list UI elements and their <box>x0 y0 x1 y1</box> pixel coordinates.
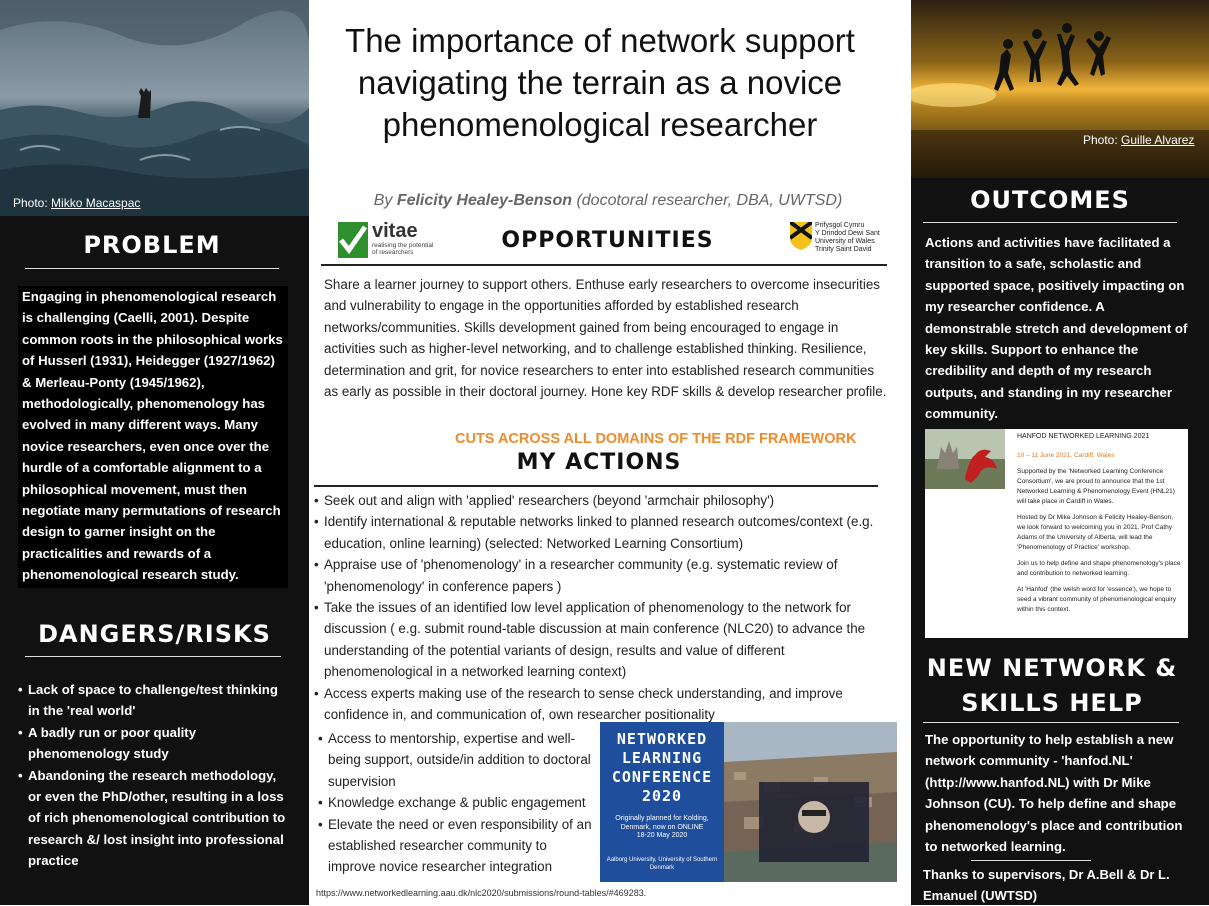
byline-prefix: By <box>373 192 393 209</box>
nlc2020-banner <box>600 722 897 882</box>
photo-credit-link[interactable]: Mikko Macaspac <box>51 196 141 210</box>
divider <box>25 268 279 269</box>
actions-list-2 <box>318 728 598 878</box>
hanfod-title: HANFOD NETWORKED LEARNING 2021 <box>1017 433 1150 440</box>
action-item: • Take the issues of an identified low level application of phenomenology to the network for discussion ( e.g. submit round-table discussion at main conference (NLC20) to advance the understanding of the potential variants of design, results and value of different phenomenological in a networked learning context) <box>314 597 892 683</box>
photo-credit-prefix: Photo: <box>1083 133 1118 147</box>
network-heading <box>911 651 1193 721</box>
action-item: • Appraise use of 'phenomenology' in a researcher community (e.g. systematic review of 'phenomenology' in conference papers ) <box>314 554 892 597</box>
action-item: • Elevate the need or even responsibility of an established researcher community to improve novice researcher integration <box>318 814 598 878</box>
outcomes-heading: OUTCOMES <box>970 186 1130 214</box>
left-photo-credit <box>13 196 140 210</box>
divider <box>923 722 1179 723</box>
hanfod-flyer <box>925 429 1188 638</box>
action-item: • Access to mentorship, expertise and well-being support, outside/in addition to doctoral supervision <box>318 728 598 792</box>
uwtsd-logo <box>790 218 885 260</box>
nlc-dates: 18-20 May 2020 <box>636 832 688 839</box>
hanfod-text <box>1017 432 1183 615</box>
byline-detail: (docotoral researcher, DBA, UWTSD) <box>576 192 843 209</box>
hanfod-p3: Join us to help define and shape phenomenology's place and contribution to networked learning. <box>1017 560 1181 577</box>
danger-item: • A badly run or poor quality phenomenology study <box>18 722 290 765</box>
actions-list <box>314 490 892 725</box>
left-column <box>0 0 309 905</box>
photo-credit-link[interactable]: Guille Alvarez <box>1121 133 1195 147</box>
danger-item: • Abandoning the research methodology, or even the PhD/other, resulting in a loss of rich phenomenological contribution to research &/ lost insight into professional practice <box>18 765 290 872</box>
sunset-jump-photo <box>911 0 1209 178</box>
problem-heading: PROBLEM <box>83 231 221 259</box>
hanfod-p2: Hosted by Dr Mike Johnson & Felicity Healey-Benson, we look forward to welcoming you in 2021. Prof Cathy Adams of the University of Alberta, will lead the 'Phenomenology of Practice' workshop. <box>1017 514 1174 551</box>
vitae-tagline: realising the potential of researchers <box>372 242 434 256</box>
hanfod-p4: At 'Hanfod' (the welsh word for 'essence'), we hope to seed a vibrant community of phenomenological enquiry within this context. <box>1017 586 1176 613</box>
network-heading-line1: NEW NETWORK & <box>926 654 1178 682</box>
sea-hand-photo <box>0 0 309 216</box>
byline <box>318 192 898 210</box>
hanfod-p1: Supported by the 'Networked Learning Conference Consortium', we are proud to announce that the 1st Networked Learning & Phenomenology Event (HNL21) will take place in Cardiff in Wales. <box>1017 468 1175 505</box>
opportunities-heading: OPPORTUNITIES <box>501 228 714 253</box>
problem-text: Engaging in phenomenological research is challenging (Caelli, 2001). Despite common roots in the philosophical works of Husserl (1931), Heidegger (1927/1962) & Merleau-Ponty (1945/1962), methodologically, phenomenology has evolved in many different ways. Many novice researchers, even once over the hurdle of a comfortable alignment to a philosophical movement, must then negotiate many permutations of research design to garner insight on the practicalities and rewards of a phenomenological research study. <box>18 286 288 588</box>
vitae-logo <box>338 220 448 260</box>
action-item: • Knowledge exchange & public engagement <box>318 792 598 813</box>
vitae-name: vitae <box>372 220 418 242</box>
divider <box>971 860 1091 861</box>
dangers-list <box>18 679 290 872</box>
nlc-title: NETWORKED LEARNING CONFERENCE 2020 <box>611 730 713 805</box>
byline-author: Felicity Healey-Benson <box>396 192 572 209</box>
photo-credit-prefix: Photo: <box>13 196 48 210</box>
right-photo-credit <box>1083 133 1194 147</box>
page-title: The importance of network support navigating the terrain as a novice phenomenological researcher <box>345 22 855 143</box>
divider <box>25 656 281 657</box>
danger-item: • Lack of space to challenge/test thinking in the 'real world' <box>18 679 290 722</box>
action-item: • Identify international & reputable networks linked to planned research outcomes/context (e.g. education, online learning) (selected: Networked Learning Consortium) <box>314 511 892 554</box>
divider <box>321 264 887 266</box>
rdf-note: CUTS ACROSS ALL DOMAINS OF THE RDF FRAMEWORK <box>455 431 857 447</box>
divider <box>314 485 878 487</box>
divider <box>923 222 1177 223</box>
actions-heading: MY ACTIONS <box>516 450 682 475</box>
nlc-blue-panel <box>600 722 724 882</box>
network-text: The opportunity to help establish a new network community - 'hanfod.NL' (http://www.hanfod.NL) with Dr Mike Johnson (CU). To help define and shape phenomenology's place and contribution to networked learning. <box>925 732 1183 855</box>
thanks-text: Thanks to supervisors, Dr A.Bell & Dr L. Emanuel (UWTSD) <box>923 867 1170 903</box>
nlc-subtitle: Originally planned for Kolding, Denmark, now on ONLINE <box>615 815 709 831</box>
uwtsd-lines: Prifysgol Cymru Y Drindod Dewi Sant University of Wales Trinity Saint David <box>815 222 880 253</box>
hanfod-dates: 10 – 11 June 2021, Cardiff, Wales <box>1017 452 1115 459</box>
network-heading-line2: SKILLS HELP <box>961 689 1143 717</box>
outcomes-text: Actions and activities have facilitated a transition to a safe, scholastic and supported space, positively impacting on my researcher confidence. A demonstrable stretch and development of key skills. Support to enhance the credibility and depth of my research outputs, and standing in my researcher community. <box>925 235 1188 422</box>
opportunities-text: Share a learner journey to support others. Enthuse early researchers to overcome insecurities and vulnerability to engage in the opportunities afforded by established research networks/communities. Skills development gained from being encouraged to engage in activities such as higher-level networking, and to challenge established thinking. Resilience, determination and grit, for novice researchers to enter into established research communities as early as possible in their doctoral journey. Hone key RDF skills & develop researcher profile. <box>324 277 887 400</box>
right-column <box>911 0 1209 905</box>
dangers-heading: DANGERS/RISKS <box>38 620 271 648</box>
round-table-url[interactable]: https://www.networkedlearning.aau.dk/nlc2020/submissions/round-tables/#469283. <box>316 888 647 898</box>
action-item: • Access experts making use of the research to sense check understanding, and improve confidence in, and communication of, own researcher positionality <box>314 683 892 726</box>
action-item: • Seek out and align with 'applied' researchers (beyond 'armchair philosophy') <box>314 490 892 511</box>
dragon-image <box>925 429 1005 489</box>
nlc-org: Aalborg University, University of Southern Denmark <box>606 857 718 871</box>
